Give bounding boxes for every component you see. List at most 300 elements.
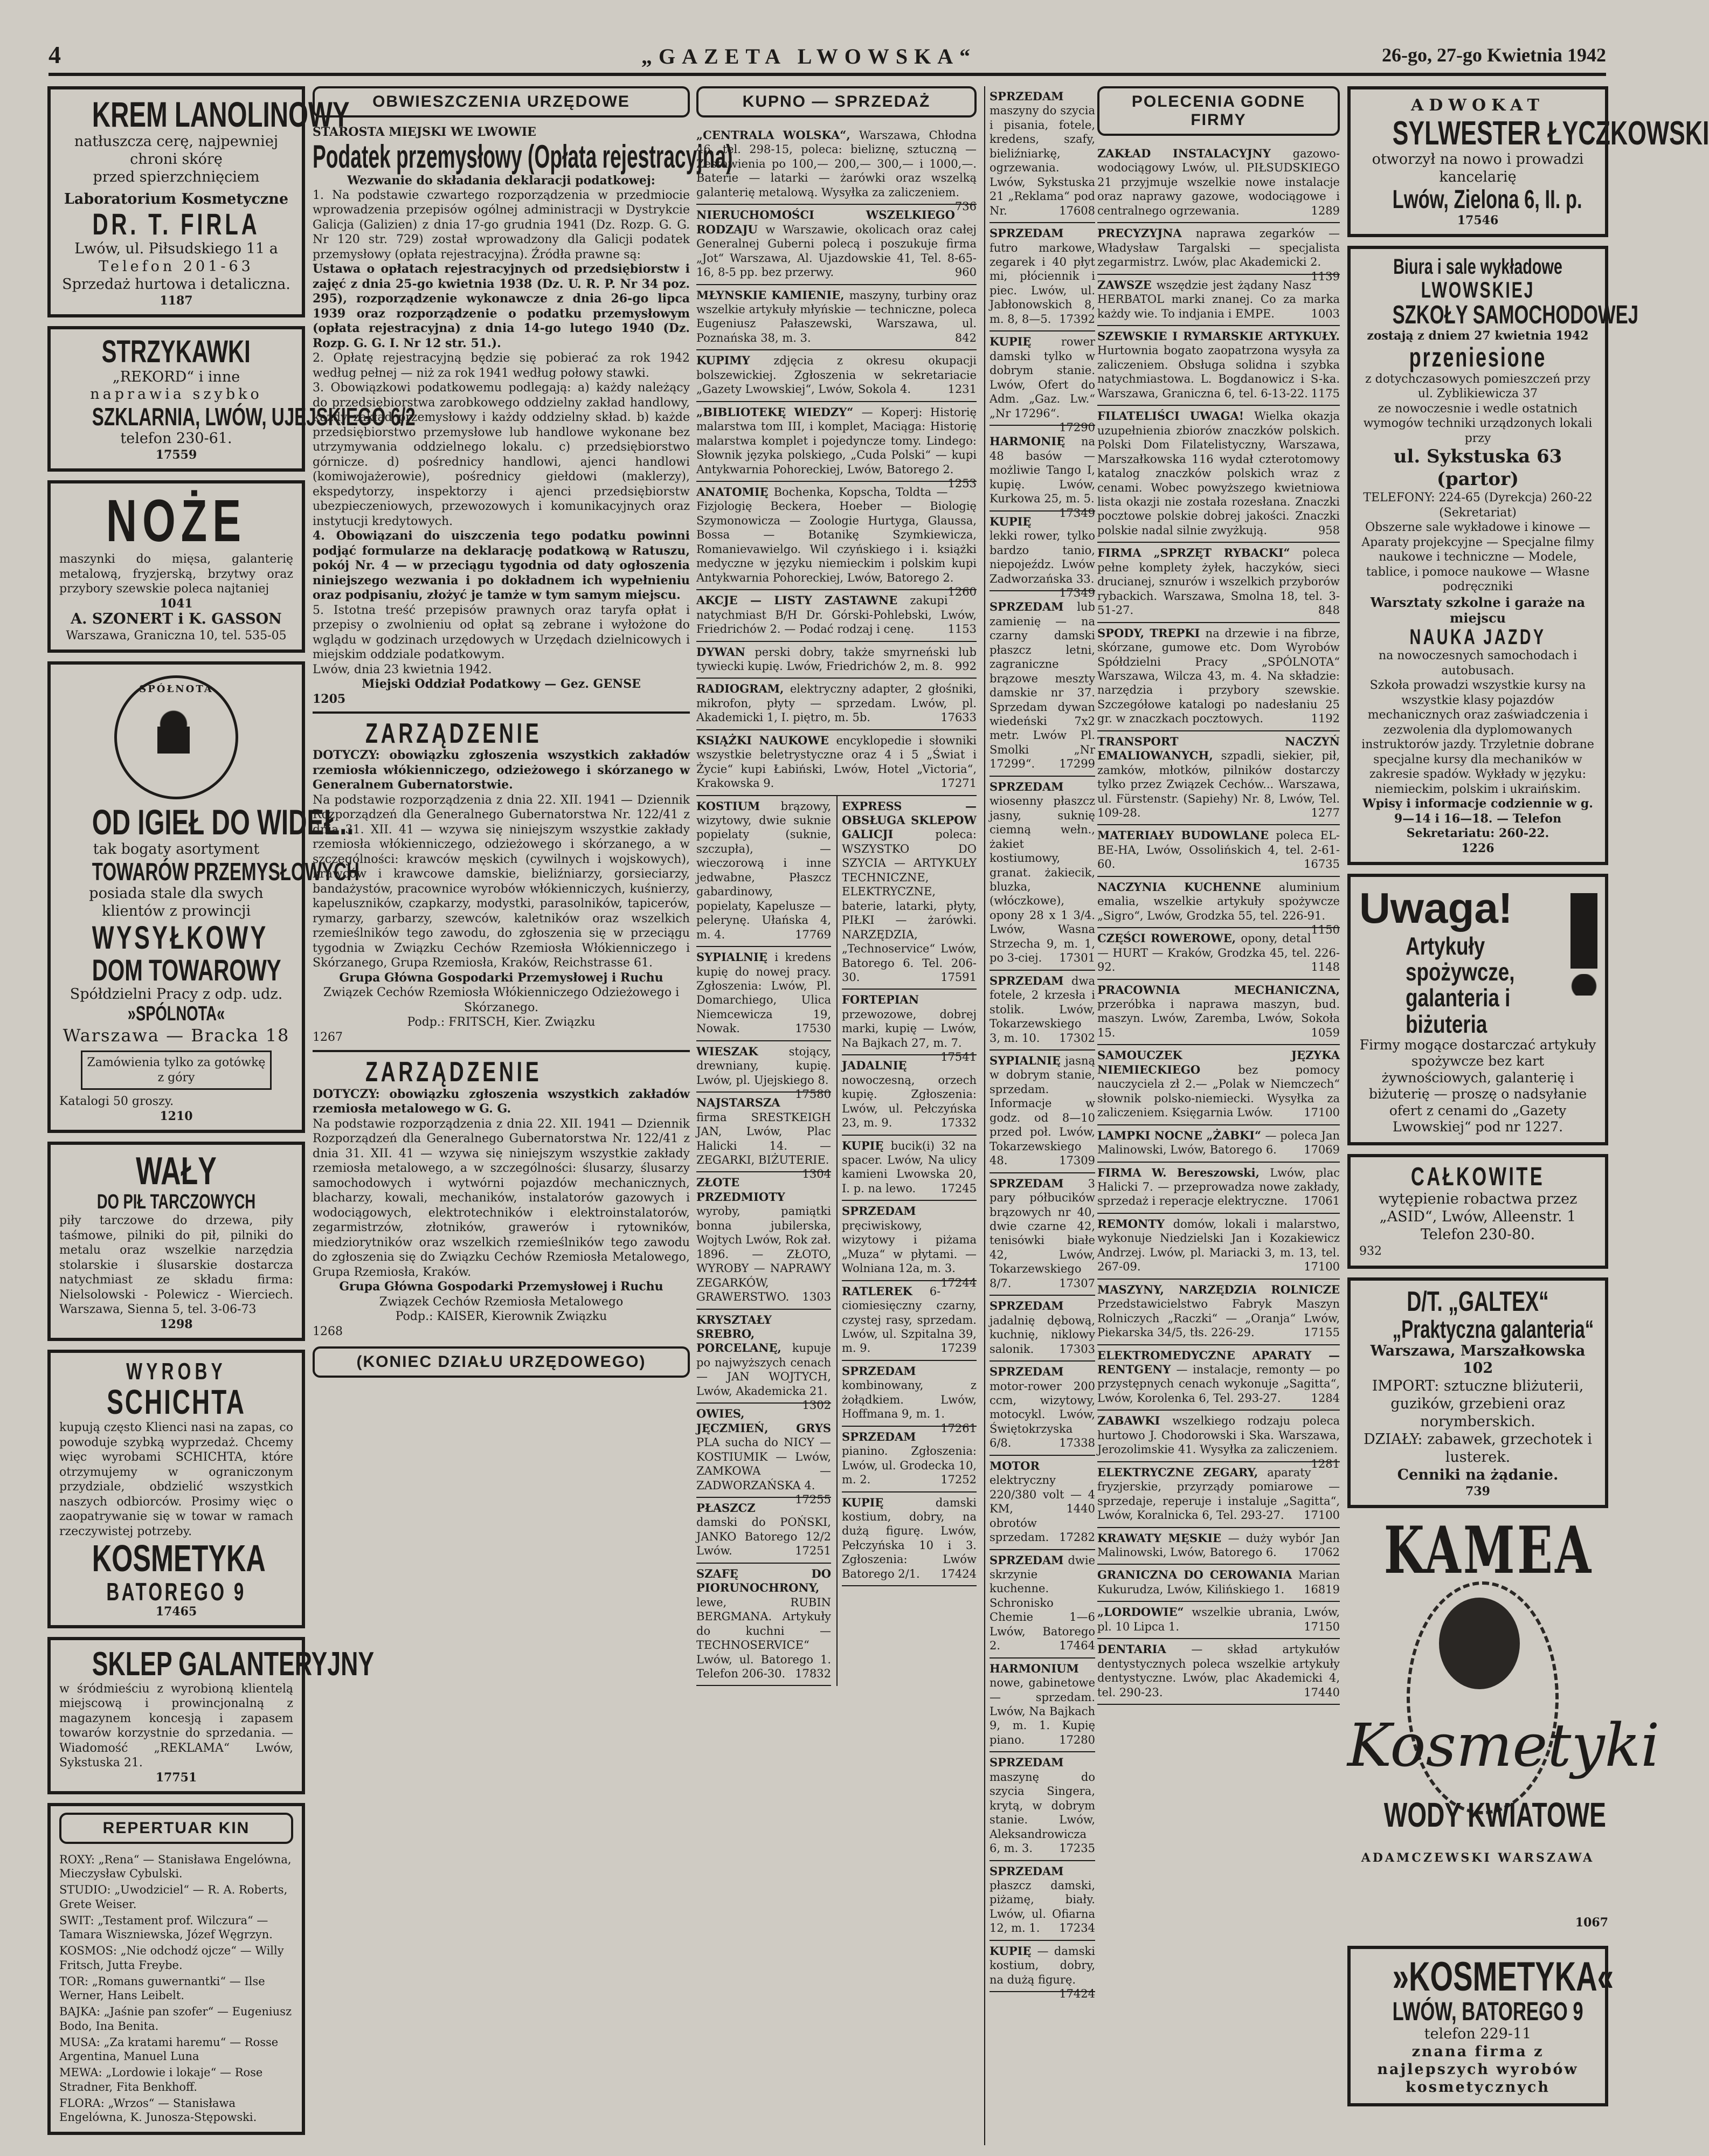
classified-item [1097,143,1340,223]
cinema-row: ROXY: „Rena“ — Stanisława Engelówna, Mieczysław Cybulski. [59,1853,292,1881]
item-text: — Koperj: Historię malarstwa tom III, i komplet, Maciąga: Historię malarstwa komplet i pojedyncze tomy. Lindego: Słownik języka polskiego, „Cuda Polski“ — kupi Antykwarnia Pohoreckiej, Lwów, Batorego 2. [696,405,977,476]
cinema-row: BAJKA: „Jaśnie pan szofer“ — Eugeniusz Bodo, Ina Benita. [59,2005,292,2033]
item-number: 1302 [802,1399,831,1412]
item-keyword: KSIĄŻKI NAUKOWE [696,733,836,747]
item-keyword: SPRZEDAM [990,1756,1064,1770]
classified-item [696,1041,831,1101]
ad-title: SZKOŁY SAMOCHODOWEJ [1392,301,1638,330]
ad-maker: ADAMCZEWSKI WARSZAWA [1361,1851,1595,1865]
item-keyword: PŁASZCZ [696,1501,756,1515]
item-number: 17100 [1304,1260,1340,1274]
classified-item [696,350,977,402]
item-text: elektryczny adapter, 2 głośniki, mikrofon, płyty — sprzedam. Lwów, pl. Akademicki 1, I. piętro, m. 5b. [696,682,977,724]
classified-list-left [696,796,831,1687]
item-text: 3 pary półbucików brązowych nr 40, dwie czarne 42, tenisówki białe 42, Lwów, Tokarzewskiego 8/7. [990,1177,1095,1290]
ad-name: DR. T. FIRLA [92,207,260,241]
item-number: 17100 [1304,1509,1340,1522]
item-number: 17239 [940,1342,977,1355]
item-text: Hurtownia bogato zaopatrzona wysyła za zaliczeniem. Obsługa solidna i szybka natychmiastowa. L. Bogdanowicz i S-ka. Warszawa, Graniczna 6, tel. 6-13-22. [1097,344,1340,400]
classified-item [990,426,1095,520]
ad-line: maszynki do mięsa, galanterię metalową, fryzjerską, brzytwy oraz przybory szewskie poleca najtaniej [59,552,293,596]
page-header [49,40,1606,76]
notice-signature: Miejski Oddział Podatkowy — Gez. GENSE [362,677,641,692]
item-number: 17282 [1059,1531,1095,1544]
classified-item [990,1861,1095,1941]
notice-signature: Związek Cechów Rzemiosła Włókienniczego Odzieżowego i Skórzanego. [323,986,680,1014]
ad-title: SKLEP GALANTERYJNY [92,1645,375,1683]
item-keyword: TRANSPORT NACZYŃ EMALIOWANYCH, [1097,734,1340,763]
ad-subtitle: Artykuły spożywcze, galanteria i biżuteria [1406,931,1515,1038]
ad-kosmetyka [1347,1946,1614,2106]
item-number: 17245 [940,1181,977,1195]
classified-item [1097,275,1340,326]
ad-line: Cenniki na żądanie. [1397,1467,1559,1484]
notice-paragraph: 5. Istotna treść przepisów prawnych oraz taryfa opłat i przepisy o zwolnieniu od opłat są zebrane i wyłożone do wglądu w godzinach urzędowych w Urzędach dzielnicowych i miejskim oddziale podatkowym. [313,603,690,662]
item-keyword: PRECYZYJNA [1097,226,1196,240]
item-number: 992 [954,659,977,673]
item-text: poleca pełne komplety żyłek, haczyków, sieci drucianej, sznurów i wszelkich przyborów rybackich. Warszawa, Smolna 18, tel. 3-51-27. [1097,547,1340,617]
classified-item [696,1310,831,1412]
ad-number: 1187 [160,293,193,308]
classified-item [1097,1528,1340,1565]
issue-date: 26-go, 27-go Kwietnia 1942 [1382,44,1606,66]
spolnota-logo [114,675,238,799]
section-heading: REPERTUAR KIN [59,1813,293,1844]
item-number: 17338 [1059,1436,1095,1450]
ad-title: LWOWSKIEJ [1421,277,1535,302]
item-text: poleca: WSZYSTKO DO SZYCIA — ARTYKUŁY TECHNICZNE, ELEKTRYCZNE, baterie, latarki, płyty, PIŁKI — żarówki. NARZĘDZIA, „Technoservice“ Lwów, Batorego 6. Tel. 206-30. [842,828,977,984]
ad-line: TOWARÓW PRZEMYSŁOWYCH [92,858,359,886]
item-keyword: SPRZEDAM [842,1364,916,1378]
item-number: 17244 [940,1276,977,1289]
classified-item [696,590,977,641]
item-number: 1303 [802,1290,831,1304]
classified-item [1097,1462,1340,1528]
ad-number: 17751 [155,1770,197,1785]
item-keyword: EXPRESS — OBSŁUGA SKLEPOW GALICJI [842,799,977,841]
item-keyword: KUPIĘ [842,1138,891,1152]
classified-item [990,331,1095,434]
item-keyword: DENTARIA [1097,1642,1192,1656]
classified-item [842,1492,977,1587]
item-keyword: MOTOR [990,1459,1040,1473]
item-text: motor-rower 200 ccm, wizytowy, motocykl. Lwów, Świętokrzyska 6/8. [990,1379,1095,1450]
item-number: 17303 [1059,1342,1095,1356]
notice-paragraph: 2. Opłatę rejestracyjną będzie się pobierać za rok 1942 według pełnej — niż za rok 1941 według połowy stawki. [313,351,690,380]
ad-title: »KOSMETYKA« [1392,1954,1614,2000]
mercury-icon [147,700,200,770]
item-keyword: FIRMA W. Bereszowski, [1097,1165,1270,1179]
item-keyword: SPRZEDAM [842,1204,916,1218]
cinema-row: SWIT: „Testament prof. Wilczura“ — Tamara Wiszniewska, Józef Węgrzyn. [59,1913,273,1941]
ad-line: otworzył na nowo i prowadzi kancelarię [1372,150,1584,185]
classified-item [1097,1411,1340,1470]
item-keyword: ELEKTROMEDYCZNE APARATY — RENTGENY [1097,1348,1340,1376]
cinema-row: KOSMOS: „Nie odchodź ojcze“ — Willy Fritsch, Jutta Freybe. [59,1944,284,1972]
ad-title: STRZYKAWKI [101,334,251,369]
classified-item [842,1201,977,1289]
item-text: rower damski tylko w dobrym stanie. Lwów, Ofert do Adm. „Gaz. Lw.“ „Nr 17296“. [990,335,1095,420]
item-text: szpadli, siekier, pił, zamków, młotków, pilników dostarczy tylko przez Związek Cechów... Warszawa, ul. Fürstenstr. (Sapiehy) Nr. 8, Lwów, Tel. 109-28. [1097,749,1340,820]
ad-title: SCHICHTA [107,1382,246,1421]
item-number: 1277 [1311,806,1340,820]
classified-item [990,1752,1095,1861]
classified-item [990,971,1095,1051]
classified-list-right [836,796,977,1687]
classified-item [696,796,831,948]
newspaper-title: „GAZETA LWOWSKA“ [641,44,977,68]
item-number: 960 [954,266,977,279]
ad-line: ze nowoczesnie i wedle ostatnich wymogów techniki urządzonych lokali przy [1363,402,1593,445]
column-4-classifieds [984,86,1095,2145]
item-text: wszelkiego rodzaju poleca hurtowo J. Chodorowski i Ska. Warszawa, Jerozolimskie 41. Wysyłka za zaliczeniem. [1097,1414,1340,1456]
item-text: nowe, gabinetowe — sprzedam. Lwów, Na Bajkach 9, m. 1. Kupię piano. [990,1676,1095,1746]
item-text: PLA sucha do NICY — KOSTIUMIK — Lwów, ZAMKOWA — ZADWORZAŃSKA 4. [696,1436,831,1492]
classified-item [842,1136,977,1201]
ad-line: Szkoła prowadzi wszystkie kursy na wszystkie klasy pojazdów mechanicznych oraz zaświadczenia i zezwolenia dla dyplomowanych instruktorów jazdy. Trzyletnie dobrane specjalne kursy dla mechaników w zakresie spadów. Wykłady w języku: niemieckim, polskim i ukraińskim. [1361,679,1594,796]
classified-item [990,1456,1095,1550]
item-number: 17155 [1304,1326,1340,1339]
classified-item [1097,980,1340,1046]
notice-title: ZARZĄDZENIE [365,1056,542,1088]
item-text: wszędzie jest żądany Nasz HERBATOL marki znanej. Co za marka każdy wie. To indjania i EMPE. [1097,278,1340,320]
item-number: 17280 [1059,1733,1095,1746]
item-number: 17301 [1059,951,1095,965]
item-text: damski kostium, dobry, na dużą figurę. Lwów, Pełczyńska 10 i 3. Zgłoszenia: Lwów Batorego 2/1. [842,1496,977,1580]
item-keyword: LAMPKI NOCNE „ŻABKI“ [1097,1128,1265,1142]
item-keyword: MASZYNY, NARZĘDZIA ROLNICZE [1097,1282,1340,1296]
classified-item [1097,731,1340,826]
item-keyword: SAMOUCZEK JĘZYKA NIEMIECKIEGO [1097,1048,1340,1076]
ad-number: 17546 [1457,213,1499,227]
ad-phone: Telefon 230-80. [1420,1226,1535,1243]
item-text: lekki rower, tylko bardzo tanio, niepojeźdz. Lwów Zadworzańska 33. [990,529,1095,585]
ad-script: Kosmetyki [1347,1711,1660,1780]
item-text: domów, lokali i malarstwo, wykonuje Niedzielski Jan i Kozakiewicz Andrzej. Lwów, pl. Mariacki 3, m. 13, tel. 267-09. [1097,1217,1340,1274]
ad-line: Zamówienia tylko za gotówkę z góry [81,1051,272,1090]
item-text: maszyny, turbiny oraz wszelkie artykuły młyńskie — techniczne, poleca Eugeniusz Pałaszewski, Warszawa, ul. Poznańska 38, m. 3. [696,288,977,344]
item-text: przewozowe, dobrej marki, kupię — Lwów, Na Bajkach 27, m. 7. [842,1007,977,1049]
item-number: 17332 [940,1116,977,1130]
item-number: 736 [954,200,977,213]
item-keyword: „BIBLIOTEKĘ WIEDZY“ [696,405,862,419]
classified-item [990,1659,1095,1753]
ad-title: D/T. „GALTEX“ [1407,1286,1549,1317]
divider [313,711,690,714]
ad-adwokat [1347,86,1709,237]
ad-title: NOŻE [106,487,247,554]
ad-brand: KAMEA [1383,1512,1594,1589]
item-number: 17150 [1304,1620,1340,1633]
item-text: damski do POŃSKI, JANKO Batorego 12/2 Lwów. [696,1516,831,1558]
ad-title: ADWOKAT [1411,96,1545,115]
notice-signature: Podp.: KAISER, Kierownik Związku [395,1310,607,1324]
ad-strzykawki [47,326,416,472]
ad-subtitle: WODY KWIATOWE [1383,1795,1606,1835]
item-number: 17069 [1304,1143,1340,1157]
item-keyword: KUPIMY [696,354,774,368]
cameo-portrait-icon [1439,1598,1520,1689]
ad-calkowite [1347,1154,1608,1269]
item-keyword: SPRZEDAM [842,1429,916,1443]
item-number: 958 [1318,523,1340,537]
ad-number: 932 [1359,1245,1382,1259]
item-keyword: SPRZEDAM [990,1176,1088,1190]
item-number: 17299 [1059,757,1095,771]
ad-phone: TELEFONY: 224-65 (Dyrekcja) 260-22 (Sekretariat) [1363,491,1593,520]
item-text: na drzewie i na fibrze, skórzane, gumowe etc. Dom Wyrobów Spółdzielni Pracy „SPÓLNOTA“ Warszawa, Wilcza 43, m. 4. Na składzie: narzędzia i przybory szewskie. Szczegółowe katalogi po nadesłaniu 25 gr. w znaczkach pocztowych. [1097,626,1340,725]
classified-item [1097,928,1340,979]
item-number: 17062 [1304,1545,1340,1559]
divider [313,1050,690,1052]
classified-item [990,1941,1095,2001]
item-number: 17261 [940,1421,977,1435]
item-number: 1175 [1311,386,1340,400]
item-number: 17235 [1059,1842,1095,1855]
item-text: wiosenny płaszcz jasny, suknię ciemną wełn., żakiet kostiumowy, granat. żakiecik, bluzka, (włóczkowe), opony 28 x 1 3/4. Lwów, Wasna Strzecha 9, m. 1, po 3-ciej. [990,794,1095,965]
ad-number: 739 [1465,1484,1490,1499]
ad-line: IMPORT: sztuczne bliżuterii, guzików, grzebieni oraz norymberskich. [1372,1378,1584,1431]
classified-item [1097,1345,1340,1411]
classified-item [990,1051,1095,1173]
item-keyword: SPRZEDAM [990,1553,1068,1567]
ad-galtex [1347,1277,1608,1508]
notice-paragraph: 3. Obowiązkowi podatkowemu podlegają: a) każdy należący do przedsiębiorstwa zarobkowego oddzielny zakład handlowy, każdy zakład przemysłowy i każdy oddzielny skład. b) każde przedsiębiorstwo przemysłowe lub handlowe wykonane bez utrzymywania oddzielnego lokalu. c) przedsiębiorstwo górnicze. d) pośrednicy handlowi, ajenci handlowi (komiwojażerowie), pośrednicy giełdowi (maklerzy), ekspedytorzy, inspektorzy i ajenci przedsiębiorstw ubezpieczeniowych, przewozowych i komunikacyjnych oraz instytucji kredytowych. [313,381,690,528]
item-number: 17307 [1059,1276,1095,1290]
item-number: 17541 [940,1051,977,1064]
item-number: 17234 [1059,1922,1095,1935]
classified-item [1097,877,1340,937]
issuer: STAROSTA MIEJSKI WE LWOWIE [313,125,536,139]
item-number: 1284 [1311,1391,1340,1405]
item-text: — instalacje, remonty — po przystępnych cenach wykonuje „Sagitta“, Lwów, Korolenka 6, Tel. 293-27. [1097,1363,1340,1405]
classified-item [842,1427,977,1492]
ad-phone: telefon 229-11 [1424,2026,1532,2043]
item-number: 1253 [947,476,977,490]
item-number: 1304 [802,1167,831,1181]
item-text: i kredens kupię do nowej pracy. Zgłoszenia: Lwów, Pl. Domarchiego, Ulica Niemcewicza 19, Nowak. [696,951,831,1035]
item-keyword: SPRZEDAM [990,600,1077,614]
section-heading: KUPNO — SPRZEDAŻ [696,86,977,118]
item-text: elektryczny 220/380 volt — 4 KM, 1440 obrotów sprzedam. [990,1474,1095,1544]
classified-item [1097,1280,1340,1345]
cinema-row: MUSA: „Za kratami haremu“ — Rosse Argentina, Manuel Luna [59,2035,279,2063]
notice-signature: Podp.: FRITSCH, Kier. Związku [407,1015,596,1029]
item-text: w Warszawie, okolicach oraz całej Generalnej Guberni polecą i poszukuje firma „Jot“ Warszawa, Al. Ujazdowskie 41, Tel. 8-65-16, 8-5 pp. bez przerwy. [696,223,977,279]
item-text: Lwów, plac Halicki 7. — przeprowadza nowe zakłady, sprzedaż i reperacje elektryczne. [1097,1166,1340,1208]
column-6 [1347,86,1709,2115]
item-text: Warszawa, Chłodna 46, tel. 298-15, poleca: bieliznę, sztuczną — Zestawienia po 100,— 200,— 300,— i 1000,—. Baterie — latarki — żarówki oraz wszelką galanterię metalową. Wysyłka za zaliczeniem. [696,129,977,199]
item-keyword: MŁYNSKIE KAMIENIE, [696,288,849,302]
item-number: 17252 [940,1473,977,1487]
item-number: 1150 [1311,923,1340,937]
item-number: 17251 [795,1544,831,1558]
item-keyword: OWIES, JĘCZMIEŃ, GRYS [696,1407,831,1435]
ad-line: DZIAŁY: zabawek, grzechotek i lusterek. [1364,1431,1592,1466]
ad-address: LWÓW, BATOREGO 9 [1392,1997,1583,2026]
ad-line: Obszerne sale wykładowe i kinowe — Aparaty projekcyjne — Specjalne filmy naukowe i techniczne — Modele, tablice, i pomoce naukowe — Własne podręczniki [1361,521,1594,594]
classified-item [696,1172,831,1309]
notice-subtitle: Wezwanie do składania deklaracji podatkowej: [347,173,655,188]
item-number: 842 [954,331,977,344]
ad-number: 1041 [160,596,193,611]
ad-number: 17465 [155,1604,197,1619]
item-keyword: WIESZAK [696,1044,789,1058]
ad-title: WAŁY [136,1149,217,1193]
classified-list [990,86,1095,2001]
item-text: dwa fotele, 2 krzesła i stolik. Lwów, Tokarzewskiego 3, m. 10. [990,974,1095,1045]
item-number: 1003 [1311,307,1340,320]
item-text: Bochenka, Kopscha, Toldta — Fizjologię Beckera, Hoeber — Biologię Szymonowicza — Zoologie Hurtyga, Glaussa, Bossa — Botanikę Szymkiewicza, Romanievawielgo. Wil czyńskiego i i. książki medyczne w języku niemieckim i polskim kupi Antykwarnia Pohoreckiej, Lwów, Batorego 2. [696,485,977,584]
ad-address: Lwów, ul. Piłsudskiego 11 a [74,240,278,257]
item-number: 17309 [1059,1154,1095,1167]
classified-item [696,1564,831,1687]
ad-line: „REKORD“ i inne [112,368,240,385]
notice-paragraph: Na podstawie rozporządzenia z dnia 22. XII. 1941 — Dziennik Rozporządzeń dla Generalnego Gubernatorstwa Nr. 122/41 z dnia 31. XII. 41 — wzywa się niniejszym wszystkie zakłady rzemiosła włókienniczego, odzieżowego i skórzanego, a w szczególności: krawców męskich (cywilnych i wojskowych), krawców i krawcowe damskie, bieliźniarzy, gorsieciarzy, bandażystów, pracownice wyrobów włókienniczych, kuśnierzy, kapeluszników, czapkarzy, modystki, parasolników, tapicerów, rymarzy, garbarzy, szewców, kaletników oraz wszelkich rzemieślników tego zawodu, do zgłoszenia się w przeciągu tygodnia w Związku Cechów Rzemiosła Włókienniczego i Skórzanego, Grupa Rzemiosła, Kraków, Reichstrasse 61. [313,793,690,970]
ad-uwaga [1347,874,1608,1145]
repertuar-kin [47,1803,305,2136]
classified-item [1097,1125,1340,1163]
ad-number: 1210 [160,1109,193,1123]
column-3-classifieds [696,86,977,2145]
classified-list [696,125,977,796]
ad-body: kupują często Klienci nasi na zapas, co powoduje szybką wyprzedaż. Chcemy więc wyrobami SCHICHTA, które otrzymujemy w ograniczonym przydziale, obdzielić wszystkich naszych odbiorców. Prosimy więc o zaopatrywanie się w towar w ramach rzeczywistej potrzeby. [59,1421,293,1538]
ad-name: SYLWESTER ŁYCZKOWSKI [1392,114,1709,152]
item-text: zakupi natychmiast B/H Dr. Górski-Pohlebski, Lwów, Friedrichów 2. — Podać rodzaj i cenę. [696,594,977,636]
classified-item [1097,623,1340,731]
exclamation-icon [1570,893,1597,996]
item-number: 17424 [940,1567,977,1580]
ad-name: A. SZONERT i K. GASSON [71,610,282,627]
classified-item [1097,825,1340,876]
ad-line: DOM TOWAROWY [92,952,281,987]
item-text: 6-ciomiesięczny czarny, czystej rasy, sprzedam. Lwów, ul. Szpitalna 39, m. 9. [842,1284,977,1355]
item-keyword: SPRZEDAM [990,1299,1064,1313]
ad-line: Spółdzielni Pracy z odp. udz. [70,986,283,1003]
classified-split [696,796,977,1687]
cinema-row: FLORA: „Wrzos“ — Stanisława Engelówna, K. Junosza-Stępowski. [59,2096,257,2124]
classified-item [842,990,977,1064]
ad-szkola-samochodowa [1347,246,1638,865]
ad-schichta [47,1350,305,1628]
item-number: 16735 [1304,858,1340,871]
ad-address: ul. Sykstuska 63 (partor) [1393,446,1562,490]
item-text: na 48 basów — możliwie Tango I, kupię. Lwów, Kurkowa 25, m. 5. [990,435,1095,506]
classified-item [990,777,1095,971]
ad-number: 1298 [160,1317,193,1331]
item-number: 17061 [1304,1194,1340,1208]
ad-line: Warsztaty szkolne i garaże na miejscu [1370,594,1586,626]
notice-title: Podatek przemysłowy (Opłata rejestracyjna) [313,138,733,175]
section-heading: OBWIESZCZENIA URZĘDOWE [313,86,690,118]
item-keyword: ZAWSZE [1097,278,1157,292]
notice-signature: Związek Cechów Rzemiosła Metalowego [379,1295,624,1309]
item-number: 17349 [1059,586,1095,599]
notice-date: Lwów, dnia 23 kwietnia 1942. [313,662,492,676]
classified-item [1097,1639,1340,1705]
item-text: brązowy, wizytowy, dwie suknie popielaty (suknie, szczupła), — wieczorową i inne jedwabne, Płaszcz gabardinowy, popielaty, Kapelusze — pelerynę. Ułańska 4, m. 4. [696,799,831,941]
item-keyword: KRAWATY MĘSKIE [1097,1531,1228,1545]
item-text: opony, detal — HURT — Kraków, Grodzka 45, tel. 226-92. [1097,932,1340,974]
item-number: 1289 [1311,204,1340,217]
item-number: 848 [1318,604,1340,617]
classified-item [696,947,831,1041]
item-number: 17255 [795,1492,831,1506]
ad-name: »SPÓLNOTA« [127,1003,225,1026]
classified-item [696,679,977,730]
item-number: 17591 [940,971,977,984]
item-text: bez pomocy nauczyciela zł 2.— „Polak w Niemczech“ słownik polsko-niemiecki. Wysyłka za zaliczeniem. Księgarnia Lwów. [1097,1063,1340,1120]
item-keyword: „LORDOWIE“ [1097,1605,1192,1619]
item-keyword: RATLEREK [842,1284,930,1298]
item-number: 17440 [1304,1685,1340,1699]
ad-body: piły tarczowe do drzewa, piły taśmowe, pilniki do pił, pilniki do metalu oraz wszelkie narzędzia stolarskie i ślusarskie dostarcza natychmiast ze składu firma: Nielsolowski - Polewicz - Wierciech. Warszawa, Sienna 5, tel. 3-06-73 [59,1214,293,1317]
ad-line: tak bogaty asortyment [93,841,260,858]
item-number: 1281 [1311,1457,1340,1470]
classified-item [1097,1045,1340,1125]
column-5-firms [1097,86,1340,2145]
ad-number: 1226 [1461,841,1494,855]
ad-address: Warszawa — Bracka 18 [63,1025,290,1046]
notice-title: ZARZĄDZENIE [365,717,542,749]
classified-item [842,1281,977,1361]
item-keyword: MATERIAŁY BUDOWLANE [1097,828,1276,842]
item-text: zdjęcia z okresu okupacji bolszewickiej. Zgłoszenia w sekretariacie „Gazety Lwowskiej“, Lwów, Sokola 4. [696,354,977,396]
ad-line: przed spierzchnięciem [93,169,260,186]
notice-signature: Grupa Główna Gospodarki Przemysłowej i Ruchu [339,970,663,985]
ad-phone: Telefon 201-63 [99,258,254,275]
ad-address: Warszawa, Graniczna 10, tel. 535-05 [66,628,287,642]
cinema-row: STUDIO: „Uwodziciel“ — R. A. Roberts, Grete Weiser. [59,1883,288,1911]
item-keyword: ZAKŁAD INSTALACYJNY [1097,147,1293,160]
ad-title: Uwaga! [1359,883,1513,932]
item-number: 17302 [1059,1031,1095,1045]
item-text: stojący, drewniany, kupię. Lwów, pl. Ujejskiego 8. [696,1045,831,1087]
item-number: 1260 [947,585,977,599]
ad-body: w śródmieściu z wyrobioną klientelą miejscową i prowincjonalną z magazynem koncesją i zapasem towarów korzystnie do sprzedania. — Wiadomość „REKLAMA“ Lwów, Sykstuska 21. [59,1682,293,1770]
item-text: nowoczesną, orzech kupię. Zgłoszenia: Lwów, ul. Pełczyńska 23, m. 9. [842,1073,977,1130]
page-number: 4 [49,41,61,68]
item-keyword: SPRZEDAM [990,226,1064,240]
ad-title: przeniesione [1409,342,1547,373]
notice-number: 1205 [313,692,346,706]
notice-paragraph: Na podstawie rozporządzenia z dnia 22. XII. 1941 — Dziennik Rozporządzeń dla Generalnego Gubernatorstwa Nr. 122/41 z dnia 31. XII. 41 — wzywa się niniejszym wszystkie zakłady rzemiosła metalowego, a w szczególności: ślusarzy, ślusarzy samochodowych i wytwórni pojazdów mechanicznych, blacharzy, kowali, mechaników, instalatorów gazowych i wodociągowych, elektrotechników i elektroinstalatorów, zegarmistrzów, złotników, grawerów i rytowników, miedziorytników oraz wszelkich rzemieślników tego zawodu do zgłoszenia się do Związku Cechów Rzemiosła Metalowego, Grupa Rzemiosła, Kraków. [313,1117,690,1279]
item-keyword: SPRZEDAM [990,973,1072,987]
item-keyword: SZEWSKIE I RYMARSKIE ARTYKUŁY. [1097,329,1340,343]
ad-phone: telefon 230-61. [120,430,232,447]
ad-address: Warszawa, Marszałkowska 102 [1370,1342,1586,1377]
classified-item [696,482,977,599]
classified-item [696,1404,831,1506]
classified-item [696,205,977,285]
classified-item [696,402,977,490]
item-keyword: JADALNIĘ [842,1059,907,1073]
ad-number: 1067 [1575,1916,1608,1930]
ad-waly [47,1142,305,1341]
item-text: poleca EL-BE-HA, Lwów, Ossolińskich 4, tel. 2-61-60. [1097,829,1340,871]
section-heading: POLECENIA GODNE FIRMY [1097,86,1340,136]
item-number: 17392 [1059,312,1095,326]
item-keyword: NAJSTARSZA [696,1096,780,1110]
item-number: 1059 [1311,1026,1340,1039]
ad-line: naprawia szybko [90,386,262,403]
item-text: — damski kostium, dobry, na dużą figurę. [990,1944,1095,1986]
ad-address: SZKLARNIA, LWÓW, UJEJSKIEGO 6/2 [92,403,416,431]
item-text: naprawa zegarków — Władysław Targalski — specjalista zegarmistrz. Lwów, plac Akademicki 2. [1097,227,1340,269]
item-number: 17271 [940,777,977,790]
item-text: — duży wybór Jan Malinowski, Lwów, Batorego 6. [1097,1531,1340,1559]
ad-line: wytępienie robactwa przez „ASID“, Lwów, Alleenstr. 1 [1378,1191,1577,1226]
